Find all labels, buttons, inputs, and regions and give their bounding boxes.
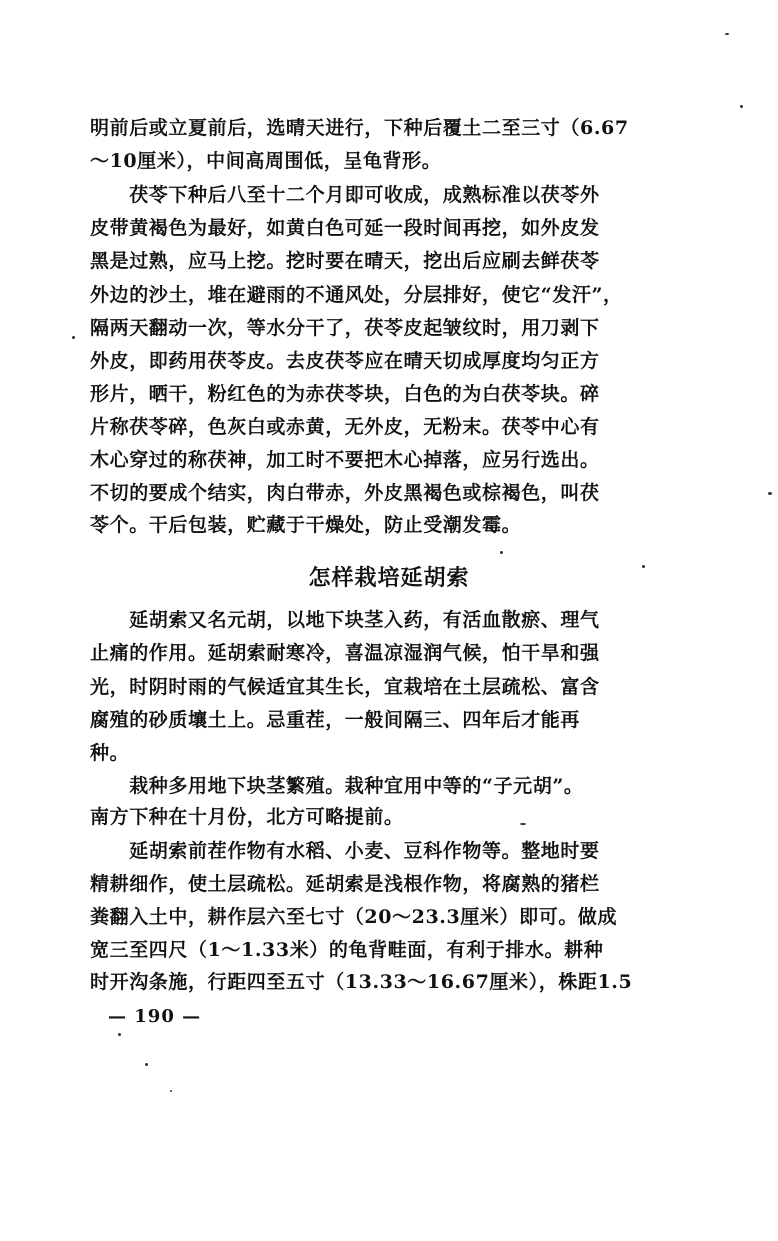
text-line: 光，时阴时雨的气候适宜其生长，宜栽培在土层疏松、富含 (90, 676, 600, 698)
text-line: 止痛的作用。延胡索耐寒冷，喜温凉湿润气候，怕干旱和强 (90, 642, 600, 664)
text-line: 黑是过熟，应马上挖。挖时要在晴天，挖出后应刷去鲜茯苓 (90, 250, 600, 272)
text-line: 栽种多用地下块茎繁殖。栽种宜用中等的“子元胡”。 (90, 775, 584, 797)
scan-speck (500, 551, 503, 554)
scan-speck (642, 565, 645, 568)
text-line: ～10厘米），中间高周围低，呈龟背形。 (90, 150, 442, 172)
text-line: 外皮，即药用茯苓皮。去皮茯苓应在晴天切成厚度均匀正方 (90, 350, 600, 372)
text-line: 片称茯苓碎，色灰白或赤黄，无外皮，无粉末。茯苓中心有 (90, 416, 600, 438)
text-line: 粪翻入土中，耕作层六至七寸（20～23.3厘米）即可。做成 (90, 906, 618, 928)
text-line: 延胡索又名元胡，以地下块茎入药，有活血散瘀、理气 (90, 609, 600, 631)
text-line: 明前后或立夏前后，选晴天进行，下种后覆土二至三寸（6.67 (90, 117, 629, 139)
scan-speck (768, 492, 772, 495)
text-line: 不切的要成个结实，肉白带赤，外皮黑褐色或棕褐色，叫茯 (90, 482, 600, 504)
scan-speck (740, 105, 743, 108)
scan-speck (118, 1033, 121, 1036)
scan-speck (520, 823, 526, 825)
scan-speck (170, 1090, 172, 1092)
text-line: 外边的沙土，堆在避雨的不通风处，分层排好，使它“发汗”， (90, 284, 623, 306)
text-line: 精耕细作，使土层疏松。延胡索是浅根作物，将腐熟的猪栏 (90, 873, 600, 895)
text-line: 茯苓下种后八至十二个月即可收成，成熟标准以茯苓外 (90, 184, 600, 206)
text-line: 宽三至四尺（1～1.33米）的龟背畦面，有利于排水。耕种 (90, 939, 604, 961)
text-line: 木心穿过的称茯神，加工时不要把木心掉落，应另行选出。 (90, 449, 600, 471)
scan-speck (725, 33, 729, 35)
scan-speck (145, 1063, 148, 1066)
text-line: 时开沟条施，行距四至五寸（13.33～16.67厘米），株距1.5 (90, 971, 633, 993)
text-line: 种。 (90, 742, 130, 764)
page-number: — 190 — (108, 1006, 202, 1027)
text-line: 皮带黄褐色为最好，如黄白色可延一段时间再挖，如外皮发 (90, 217, 600, 239)
text-line: 延胡索前茬作物有水稻、小麦、豆科作物等。整地时要 (90, 840, 600, 862)
text-line: 腐殖的砂质壤土上。忌重茬，一般间隔三、四年后才能再 (90, 709, 581, 731)
section-heading: 怎样栽培延胡索 (308, 565, 470, 591)
text-line: 南方下种在十月份，北方可略提前。 (90, 806, 404, 828)
scan-speck (72, 336, 75, 339)
text-line: 苓个。干后包装，贮藏于干燥处，防止受潮发霉。 (90, 514, 522, 536)
text-line: 隔两天翻动一次，等水分干了，茯苓皮起皱纹时，用刀剥下 (90, 317, 600, 339)
text-line: 形片，晒干，粉红色的为赤茯苓块，白色的为白茯苓块。碎 (90, 383, 600, 405)
